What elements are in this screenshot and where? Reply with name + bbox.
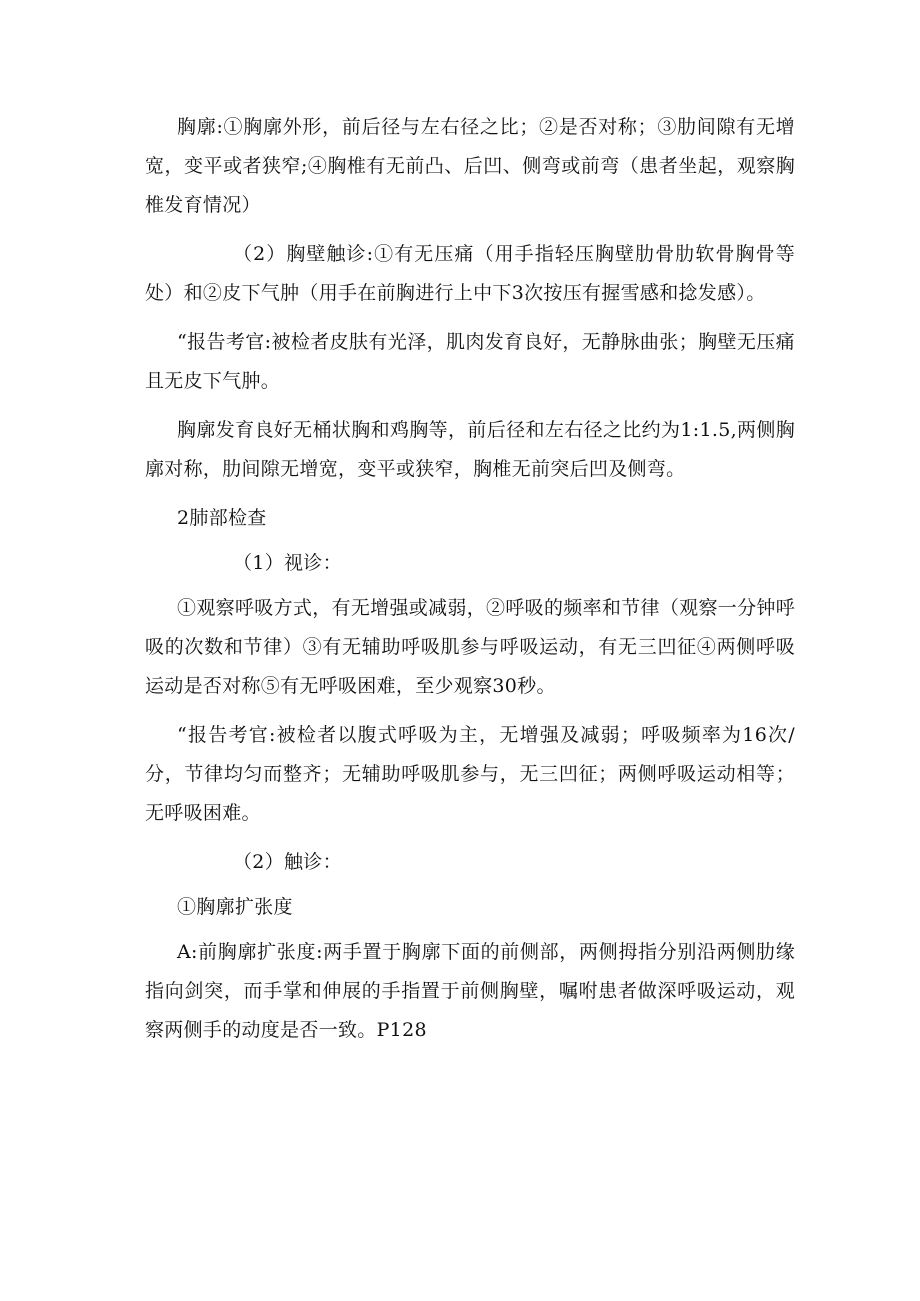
paragraph-report-respiration: “报告考官:被检者以腹式呼吸为主，无增强及减弱；呼吸频率为16次/分，节律均匀而整齐；无辅助呼吸肌参与，无三凹征；两侧呼吸运动相等；无呼吸困难。 <box>145 724 795 824</box>
paragraph-respiration-observation: ①观察呼吸方式，有无增强或减弱，②呼吸的频率和节律（观察一分钟呼吸的次数和节律）③有无辅助呼吸肌参与呼吸运动，有无三凹征④两侧呼吸运动是否对称⑤有无呼吸困难，至少观察30秒。 <box>145 597 795 697</box>
paragraph-thorax-findings: 胸廓发育良好无桶状胸和鸡胸等，前后径和左右径之比约为1:1.5,两侧胸廓对称，肋间隙无增宽，变平或狭窄，胸椎无前突后凹及侧弯。 <box>145 419 795 480</box>
document-body <box>145 108 795 1060</box>
subheading-palpation: （2）触诊： <box>233 851 342 873</box>
paragraph-thorax-inspection: 胸廓:①胸廓外形，前后径与左右径之比；②是否对称；③肋间隙有无增宽，变平或者狭窄;④胸椎有无前凸、后凹、侧弯或前弯（患者坐起，观察胸椎发育情况） <box>145 116 795 216</box>
paragraph-chest-wall-palpation: （2）胸壁触诊:①有无压痛（用手指轻压胸壁肋骨肋软骨胸骨等处）和②皮下气肿（用手在前胸进行上中下3次按压有握雪感和捻发感）。 <box>145 243 795 304</box>
paragraph-anterior-expansion: A:前胸廓扩张度:两手置于胸廓下面的前侧部，两侧拇指分别沿两侧肋缘指向剑突，而手掌和伸展的手指置于前侧胸壁，嘱咐患者做深呼吸运动，观察两侧手的动度是否一致。P128 <box>145 941 795 1041</box>
item-thoracic-expansion: ①胸廓扩张度 <box>177 896 293 918</box>
section-heading-lung-exam: 2肺部检查 <box>177 507 267 529</box>
subheading-inspection: （1）视诊： <box>233 552 342 574</box>
paragraph-report-chest-wall: “报告考官:被检者皮肤有光泽，肌肉发育良好，无静脉曲张；胸壁无压痛且无皮下气肿。 <box>145 331 795 392</box>
